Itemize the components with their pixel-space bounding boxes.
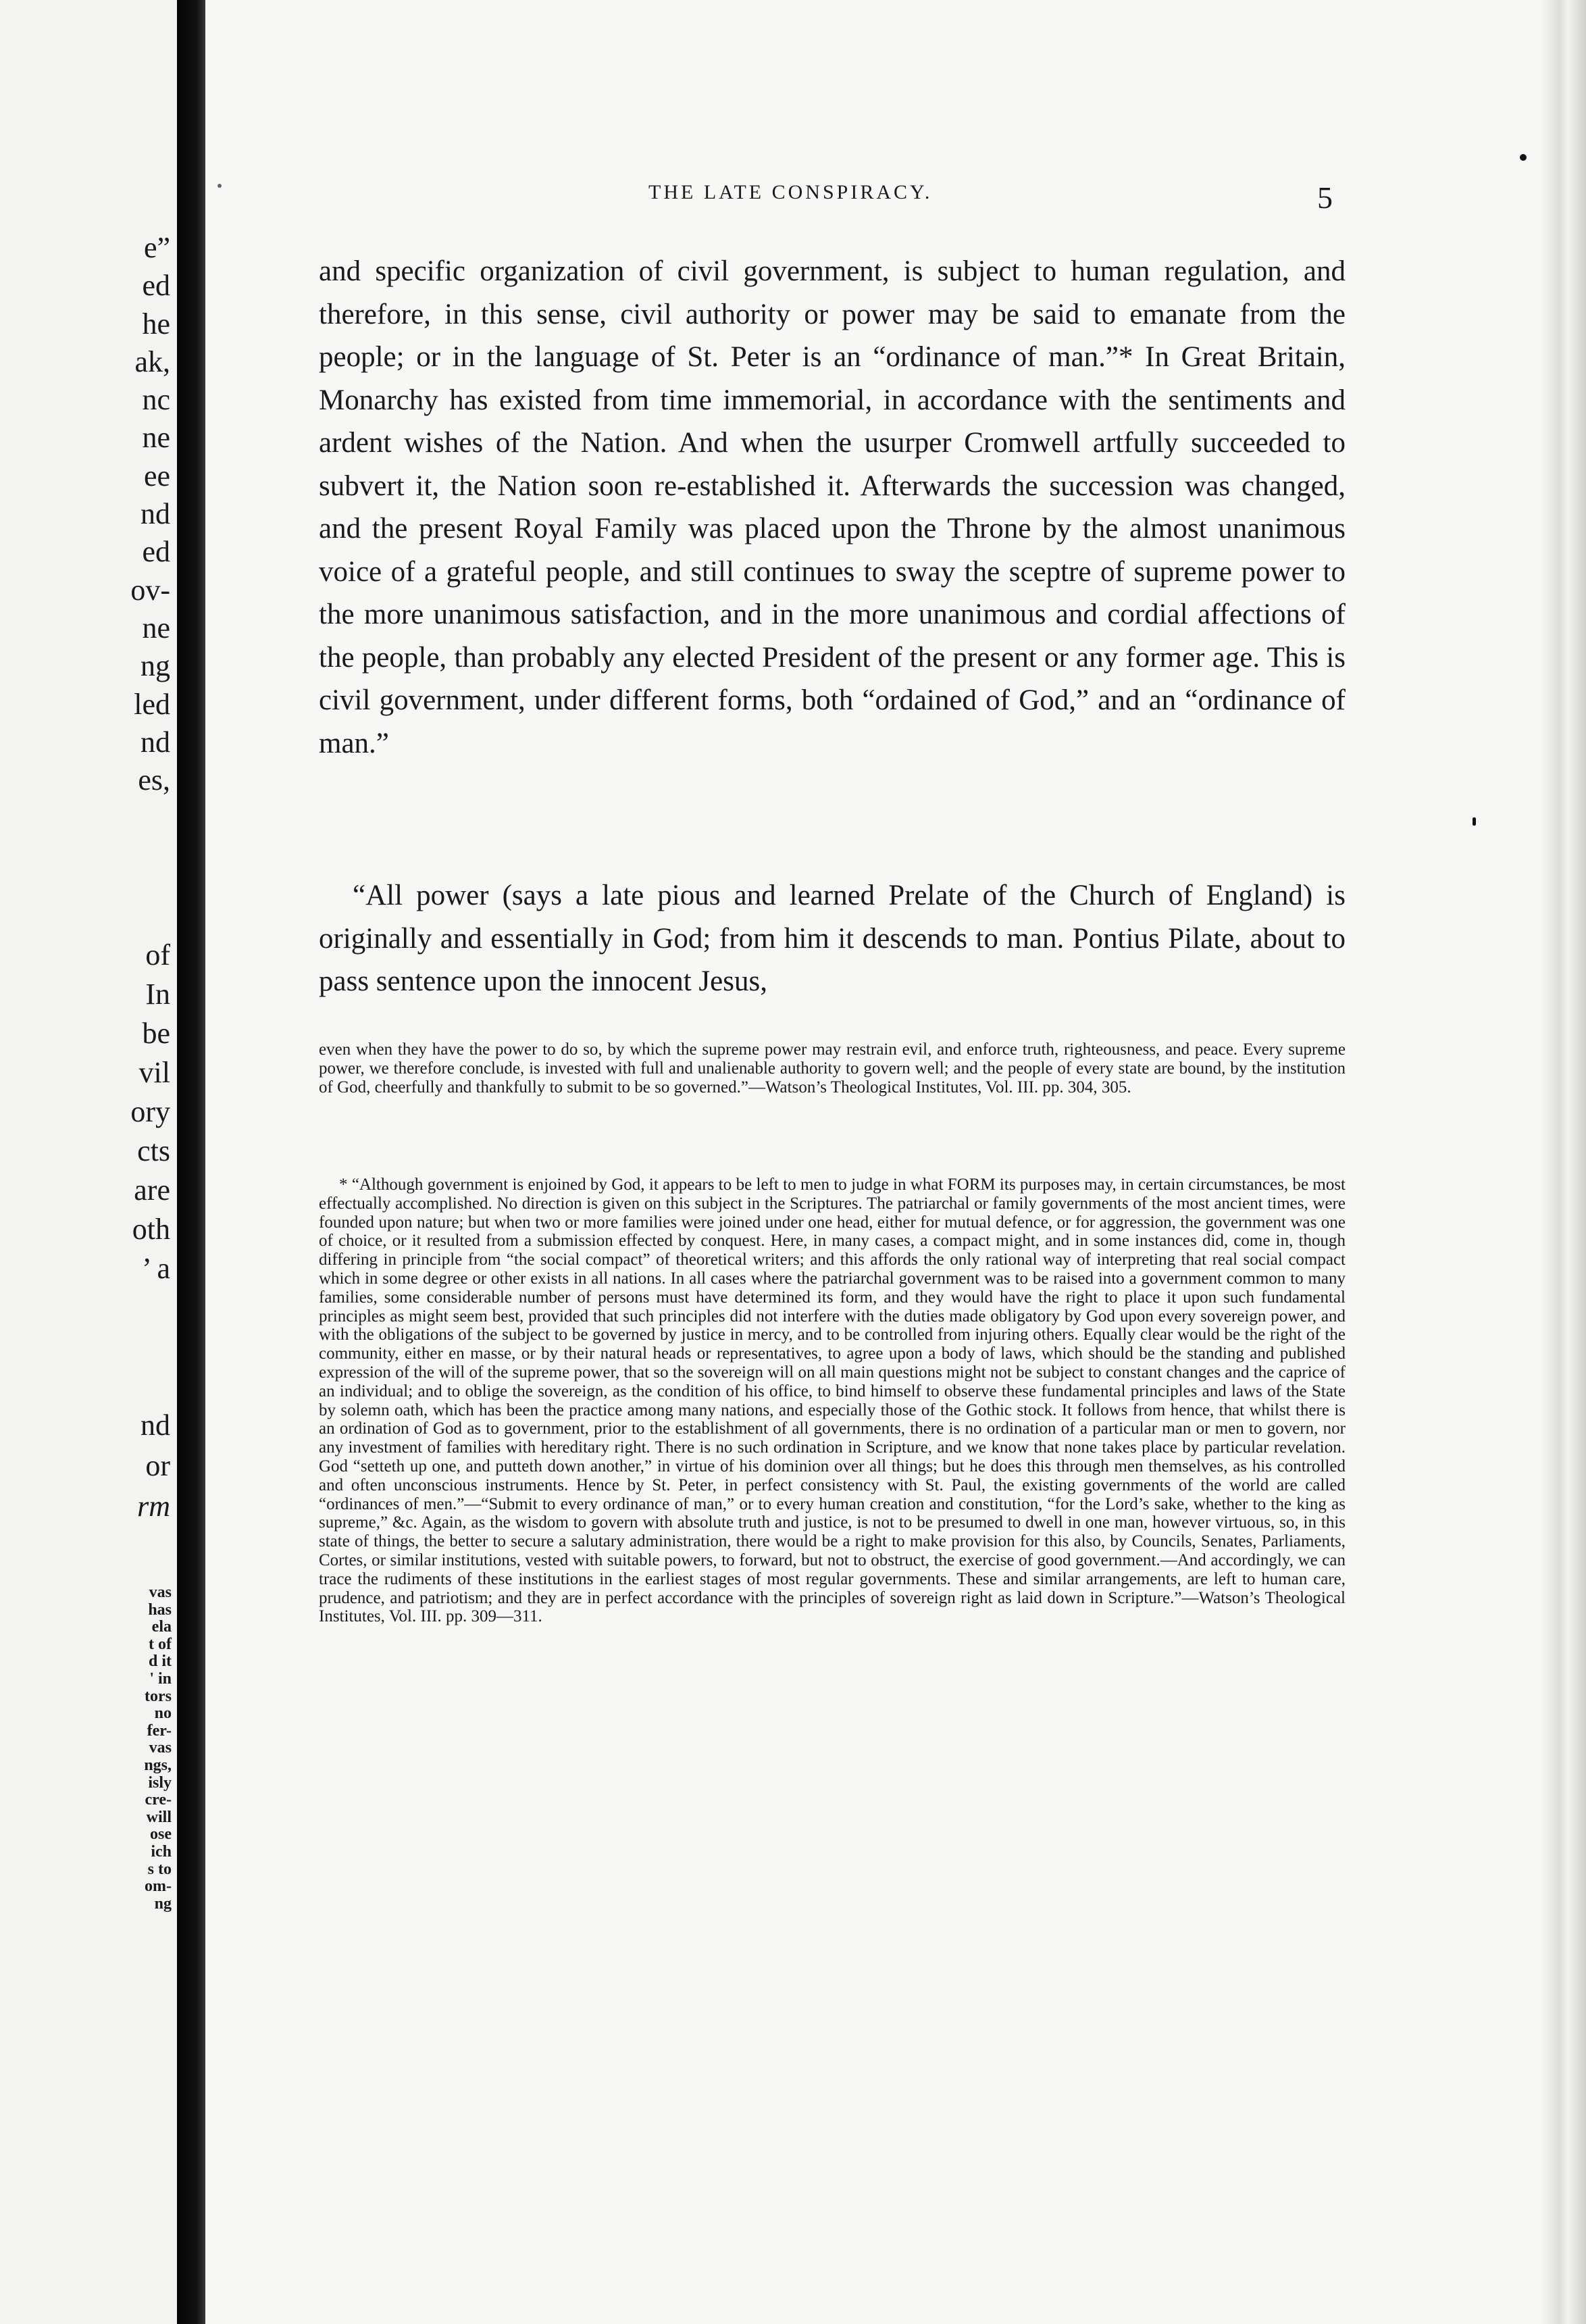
fragment: oth bbox=[132, 1213, 170, 1246]
fragment: nd bbox=[140, 497, 170, 531]
fragment: ' in bbox=[149, 1669, 172, 1688]
running-head: THE LATE CONSPIRACY. bbox=[648, 181, 933, 203]
fragment: nd bbox=[140, 725, 170, 759]
fragment: es, bbox=[138, 763, 170, 797]
fragment: vil bbox=[138, 1056, 170, 1089]
fragment: cts bbox=[137, 1134, 170, 1167]
fragment: ’ a bbox=[142, 1252, 170, 1285]
fragment: will bbox=[146, 1808, 172, 1826]
fragment: nd bbox=[140, 1409, 170, 1442]
facing-page-fragments-b bbox=[0, 940, 177, 1293]
fragment: ng bbox=[154, 1894, 172, 1913]
fragment: cre- bbox=[145, 1791, 172, 1809]
fragment: ngs, bbox=[144, 1756, 172, 1774]
fragment: nc bbox=[142, 383, 170, 417]
fragment: ov- bbox=[130, 573, 170, 607]
fragment: om- bbox=[145, 1877, 172, 1896]
fragment: ed bbox=[142, 269, 170, 303]
scan-speck bbox=[218, 184, 222, 188]
page-stack-edge bbox=[1541, 0, 1586, 2324]
fragment: he bbox=[142, 307, 170, 340]
fragment: vas bbox=[149, 1584, 172, 1601]
fragment: fer- bbox=[147, 1721, 172, 1740]
facing-page-footnote-fragments bbox=[0, 1584, 177, 1913]
scan-speck bbox=[1473, 817, 1476, 826]
fragment: vas bbox=[149, 1739, 172, 1757]
fragment: ng bbox=[140, 649, 170, 683]
fragment: ory bbox=[130, 1095, 170, 1128]
fragment: has bbox=[148, 1600, 172, 1619]
fragment: of bbox=[145, 938, 170, 971]
book-gutter bbox=[177, 0, 205, 2324]
fragment: ee bbox=[143, 459, 170, 492]
fragment: In bbox=[145, 978, 170, 1011]
fragment: ich bbox=[151, 1842, 172, 1861]
fragment: tors bbox=[145, 1687, 172, 1705]
fragment: d it bbox=[148, 1652, 172, 1671]
facing-page-fragments-c bbox=[0, 1411, 177, 1532]
fragment: be bbox=[142, 1017, 170, 1050]
fragment: rm bbox=[137, 1490, 170, 1523]
fragment: no bbox=[154, 1704, 172, 1723]
facing-page-fragments-a bbox=[0, 233, 177, 803]
footnote-star: * “Although government is enjoined by God, it appears to be left to men to judge in what FORM its purposes may, in certain circumstances, be most effectually accomplished. No direction is given on this subject in the Scriptures. The patriarchal or family governments of the most ancient times, were founded upon nature; but when two or more families were joined under one head, either for mutual defence, or for aggression, the government was one of choice, or it resulted from a submission effected by conquest. Here, in many cases, a compact might, and in some instances did, come in, though differing in principle from “the social compact” of theoretical writers; and this affords the only rational way of interpreting that real social compact which in some degree or other exists in all nations. In all cases where the patriarchal government was to be raised into a government common to many families, some considerable number of persons must have determined its form, and they would have the right to place it upon such fundamental principles as might seem best, provided that such principles did not interfere with the duties made obligatory by God upon every sovereign power, and with the obligations of the subject to be governed by justice in mercy, and to be controlled from injuring others. Equally clear would be the right of the community, either en masse, or by their natural heads or representatives, to agree upon a body of laws, which should be the standing and published expression of the will of the supreme power, that so the sovereign will on all main questions might not be subject to constant changes and the caprice of an individual; and to oblige the sovereign, as the condition of his office, to bind himself to observe these fundamental principles and laws of the State by solemn oath, which has been the practice among many nations, and especially those of the Gothic stock. It follows from hence, that whilst there is an ordination of God as to government, prior to the establishment of all governments, there is no ordination of a particular man or men to govern, nor any investment of families with hereditary right. There is no such ordination in Scripture, and we know that none takes place by particular revelation. God “setteth up one, and putteth down another,” in virtue of his dominion over all things; but he does this through men themselves, as his controlled and often unconscious instruments. Hence by St. Peter, in perfect consistency with St. Paul, the existing governments of the world are called “ordinances of men.”—“Submit to every ordinance of man,” or to every human creation and constitution, “for the Lord’s sake, whether to the king as supreme,” &c. Again, as the wisdom to govern with absolute truth and justice, is not to be presumed to dwell in one man, however virtuous, so, in this state of things, the better to secure a salutary administration, there would be a right to make provision for this also, by Councils, Senates, Parliaments, Cortes, or similar institutions, vested with suitable powers, to forward, but not to obstruct, the exercise of good government.—And accordingly, we can trace the rudiments of these institutions in the earliest stages of most regular governments. These and similar arrangements, are left to human care, prudence, and patriotism; and they are in perfect accordance with the principles of sovereign right as laid down in Scripture.”—Watson’s Theological Institutes, Vol. III. pp. 309—311. bbox=[319, 1176, 1346, 1626]
fragment: or bbox=[145, 1449, 170, 1482]
fragment: ne bbox=[142, 611, 170, 645]
fragment: ose bbox=[150, 1825, 172, 1844]
body-paragraph-2: “All power (says a late pious and learned Prelate of the Church of England) is originally and essentially in God; from him it descends to man. Pontius Pilate, about to pass sentence upon the innocent Jesus, bbox=[319, 880, 1346, 997]
fragment: s to bbox=[147, 1860, 172, 1878]
fragment: ne bbox=[142, 421, 170, 455]
facing-page-edge bbox=[0, 0, 177, 2324]
scan-speck bbox=[1520, 154, 1527, 161]
fragment: ela bbox=[151, 1618, 172, 1636]
body-paragraph-1: and specific organization of civil government, is subject to human regulation, and therefore, in this sense, civil authority or power may be said to emanate from the people; or in the language of St. Peter is an “ordinance of man.”* In Great Britain, Monarchy has existed from time immemorial, in accordance with the sentiments and ardent wishes of the Nation. And when the usurper Cromwell artfully succeeded to subvert it, the Nation soon re-established it. Afterwards the succession was changed, and the present Royal Family was placed upon the Throne by the almost unanimous voice of a grateful people, and still continues to sway the sceptre of supreme power to the more unanimous satisfaction, and in the more unanimous and cordial affections of the people, than probably any elected President of the present or any former age. This is civil government, under different forms, both “ordained of God,” and an “ordinance of man.” bbox=[319, 255, 1346, 759]
footnote-continued: even when they have the power to do so, by which the supreme power may restrain evil, and enforce truth, righteousness, and peace. Every supreme power, we therefore conclude, is invested with full and unalienable authority to govern well; and the people of every state are bound, by the institution of God, cheerfully and thankfully to submit to be so governed.”—Watson’s Theological Institutes, Vol. III. pp. 304, 305. bbox=[319, 1040, 1346, 1096]
page-number: 5 bbox=[1317, 180, 1333, 215]
fragment: isly bbox=[148, 1773, 172, 1792]
fragment: t of bbox=[149, 1635, 172, 1653]
fragment: led bbox=[134, 687, 170, 721]
fragment: ak, bbox=[134, 345, 170, 378]
fragment: e” bbox=[143, 231, 170, 264]
fragment: are bbox=[134, 1173, 170, 1207]
fragment: ed bbox=[142, 535, 170, 569]
